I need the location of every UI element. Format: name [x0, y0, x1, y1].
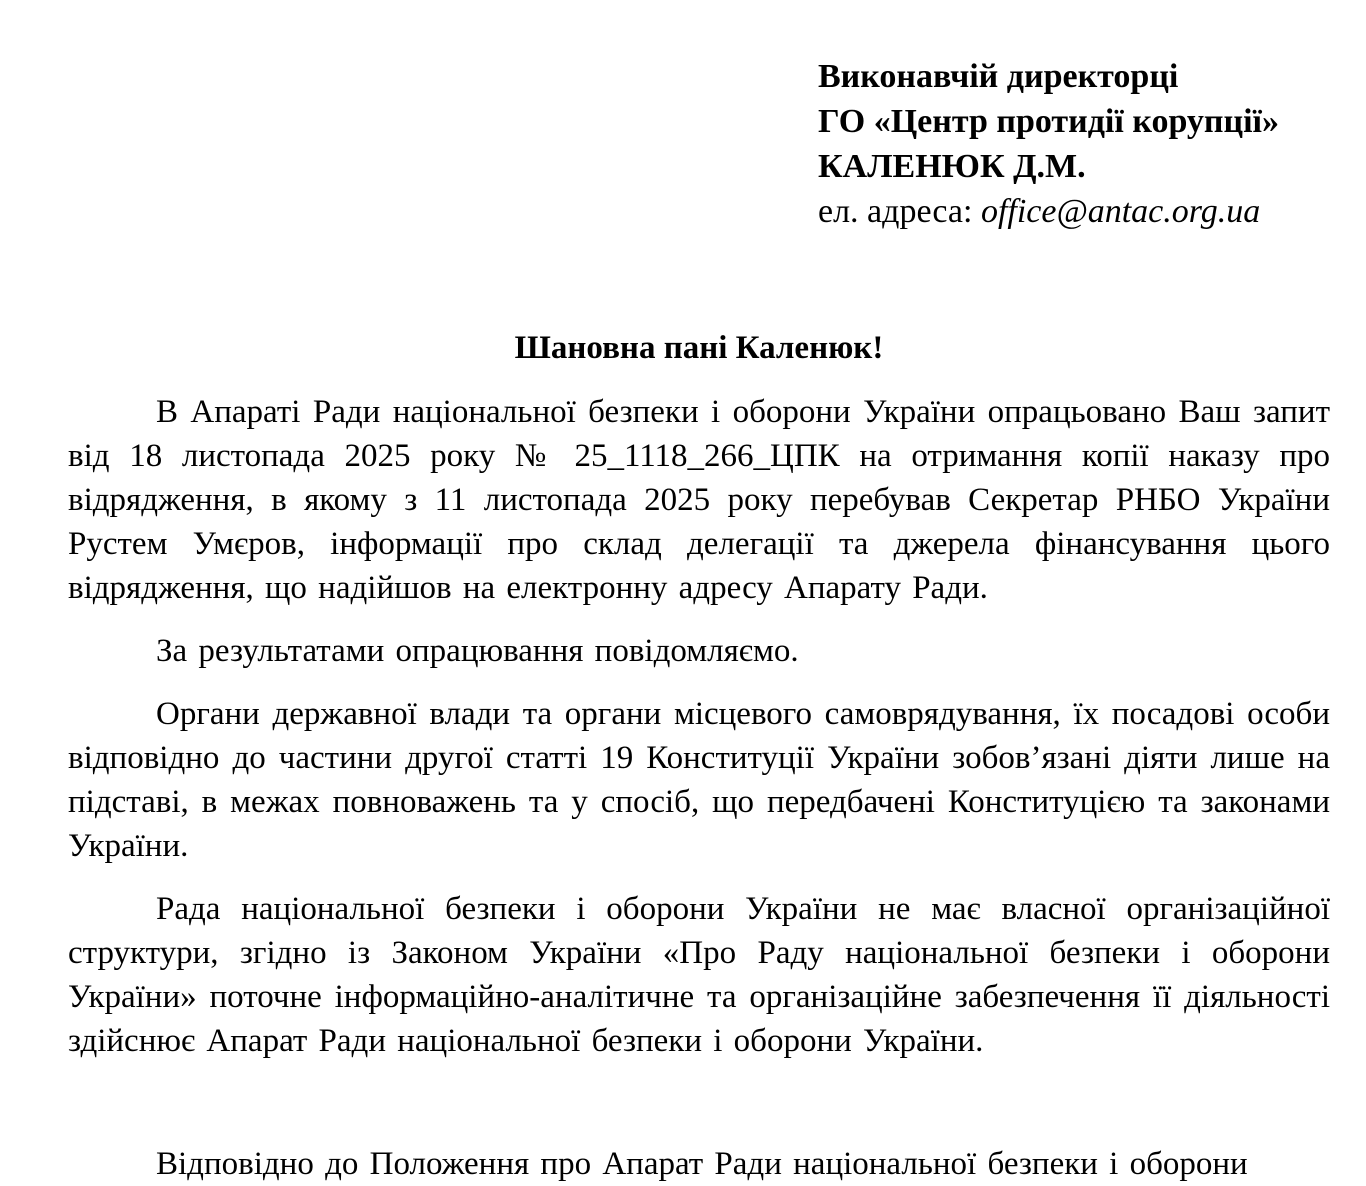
recipient-email-line: [818, 189, 1366, 234]
recipient-name: КАЛЕНЮК Д.М.: [818, 148, 1086, 185]
salutation: Шановна пані Каленюк!: [514, 330, 884, 366]
recipient-title: Виконавчій директорці: [818, 58, 1179, 95]
paragraph-1: В Апараті Ради національної безпеки і оборони України опрацьовано Ваш запит від 18 листопада 2025 року № 25_1118_266_ЦПК на отримання копії наказу про відрядження, в якому з 11 листопада 2025 року перебував Секретар РНБО України Рустем Умєров, інформації про склад делегації та джерела фінансування цього відрядження, що надійшов на електронну адресу Апарату Ради.: [68, 394, 1330, 606]
recipient-block: [818, 54, 1366, 234]
email-label: ел. адреса:: [818, 193, 981, 230]
paragraph-4: Рада національної безпеки і оборони України не має власної організаційної структури, згідно із Законом України «Про Раду національної безпеки і оборони України» поточне інформаційно-аналітичне та організаційне забезпечення її діяльності здійснює Апарат Ради національної безпеки і оборони України.: [68, 891, 1330, 1059]
paragraph-3: Органи державної влади та органи місцевого самоврядування, їх посадові особи відповідно до частини другої статті 19 Конституції України зобов’язані діяти лише на підставі, в межах повноважень та у спосіб, що передбачені Конституцією та законами України.: [68, 696, 1330, 864]
email-address: office@antac.org.ua: [980, 193, 1261, 230]
paragraph-partial-clipped: Відповідно до Положення про Апарат Ради національної безпеки і оборони: [156, 1146, 1248, 1182]
letter-body: [68, 326, 1330, 1082]
paragraph-2: За результатами опрацювання повідомляємо.: [156, 633, 799, 669]
recipient-organization: ГО «Центр протидії корупції»: [818, 103, 1279, 140]
